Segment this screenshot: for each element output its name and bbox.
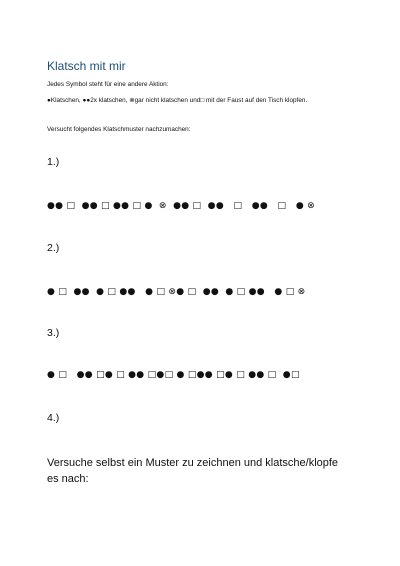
exercise-2-pattern: ● □ ●● ● □ ●● ● □ ⊗● □ ●● ● □ ●● ● □ ⊗ [47,287,306,297]
exercise-3-number: 3.) [47,327,60,339]
exercise-1-number: 1.) [47,156,60,168]
exercise-3-pattern: ● □ ●● □● □ ●● □●□ ● □●● □● □ ●● □ ●□ [47,370,300,380]
closing-instruction: Versuche selbst ein Muster zu zeichnen und klatsche/klopfe es nach: [47,457,339,485]
instruction-text: Versucht folgendes Klatschmuster nachzumachen: [47,126,191,133]
exercise-4-number: 4.) [47,412,60,424]
exercise-1-pattern: ●● □ ●● □ ●● □ ● ⊗ ●● □ ●● □ ●● □ ● ⊗ [47,201,315,211]
exercise-2-number: 2.) [47,242,60,254]
page-title: Klatsch mit mir [47,59,126,73]
intro-text: Jedes Symbol steht für eine andere Aktion: [47,81,169,88]
symbol-legend: ●Klatschen, ●●2x klatschen, ⊗gar nicht klatschen und□ mit der Faust auf den Tisch klopfen. [47,97,308,104]
